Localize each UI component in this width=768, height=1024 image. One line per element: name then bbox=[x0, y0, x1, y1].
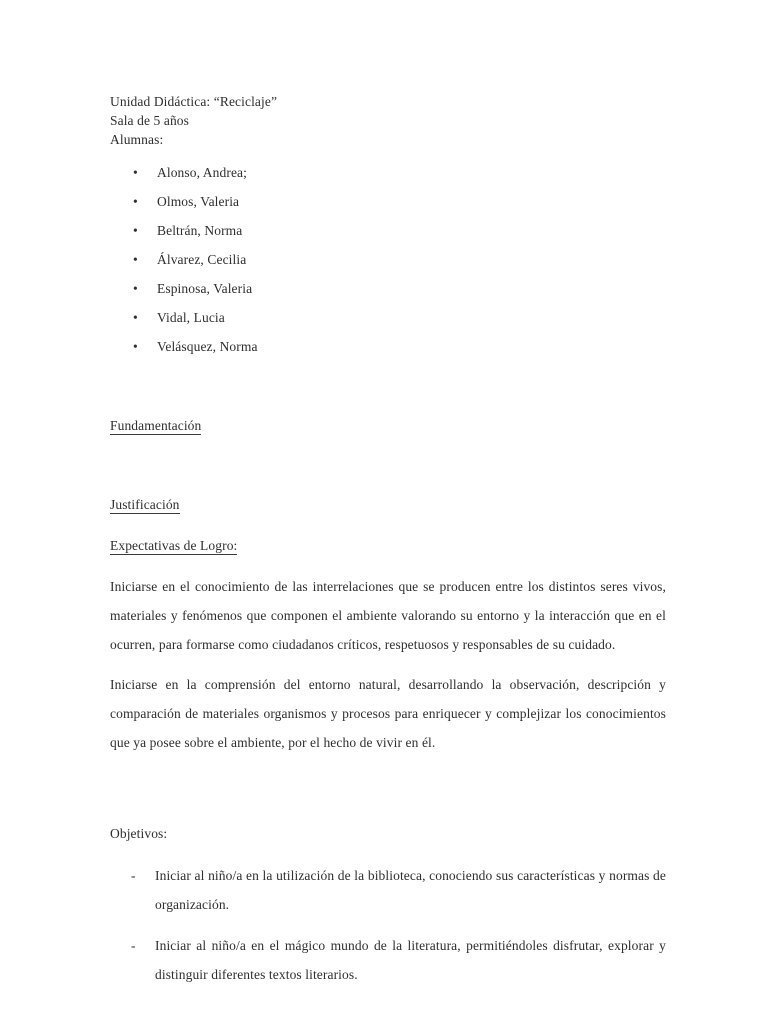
student-name: Espinosa, Valeria bbox=[157, 281, 253, 296]
spacer bbox=[110, 519, 665, 531]
section-heading-fundamentacion bbox=[110, 411, 665, 440]
objective-text: Iniciar al niño/a en el mágico mundo de la literatura, permitiéndoles disfrutar, explorar y distinguir diferentes textos literarios. bbox=[155, 938, 666, 982]
bullet-icon: • bbox=[133, 310, 138, 325]
section-heading-justificacion bbox=[110, 490, 665, 519]
student-name: Velásquez, Norma bbox=[157, 339, 258, 354]
bullet-icon: • bbox=[133, 281, 138, 296]
section-heading-label: Justificación bbox=[110, 497, 180, 512]
dash-icon: - bbox=[131, 938, 136, 953]
section-heading-objetivos: Objetivos: bbox=[110, 826, 168, 841]
list-item bbox=[110, 187, 665, 216]
student-name: Alonso, Andrea; bbox=[157, 165, 247, 180]
section-heading-label: Fundamentación bbox=[110, 418, 202, 433]
list-item bbox=[110, 303, 665, 332]
list-item bbox=[110, 245, 665, 274]
document-header bbox=[110, 92, 665, 149]
bullet-icon: • bbox=[133, 223, 138, 238]
section-heading-expectativas bbox=[110, 531, 665, 560]
objective-text: Iniciar al niño/a en la utilización de la biblioteca, conociendo sus características y normas de organización. bbox=[155, 868, 666, 912]
spacer bbox=[110, 757, 665, 819]
list-item bbox=[110, 216, 665, 245]
list-item bbox=[110, 861, 666, 919]
section-heading-label: Expectativas de Logro: bbox=[110, 538, 238, 553]
dash-icon: - bbox=[131, 868, 136, 883]
student-name: Vidal, Lucia bbox=[157, 310, 225, 325]
list-item bbox=[110, 274, 665, 303]
objective-list bbox=[110, 861, 665, 989]
spacer bbox=[110, 361, 665, 411]
student-name: Álvarez, Cecilia bbox=[157, 252, 247, 267]
spacer bbox=[110, 440, 665, 490]
header-title-line: Unidad Didáctica: “Reciclaje” bbox=[110, 94, 278, 109]
bullet-icon: • bbox=[133, 194, 138, 209]
header-classroom-line: Sala de 5 años bbox=[110, 113, 190, 128]
header-students-label: Alumnas: bbox=[110, 132, 164, 147]
body-paragraph: Iniciarse en el conocimiento de las interrelaciones que se producen entre los distintos seres vivos, materiales y fenómenos que componen el ambiente valorando su entorno y la interacción que en el ocurren, para formarse como ciudadanos críticos, respetuosos y responsables de su cuidado. bbox=[110, 579, 666, 652]
list-item bbox=[110, 158, 665, 187]
student-list bbox=[110, 158, 665, 361]
list-item bbox=[110, 332, 665, 361]
bullet-icon: • bbox=[133, 252, 138, 267]
student-name: Olmos, Valeria bbox=[157, 194, 240, 209]
spacer bbox=[110, 560, 665, 572]
list-item bbox=[110, 931, 666, 989]
bullet-icon: • bbox=[133, 339, 138, 354]
student-name: Beltrán, Norma bbox=[157, 223, 243, 238]
bullet-icon: • bbox=[133, 165, 138, 180]
body-paragraph: Iniciarse en la comprensión del entorno natural, desarrollando la observación, descripción y comparación de materiales organismos y procesos para enriquecer y complejizar los conocimientos que ya posee sobre el ambiente, por el hecho de vivir en él. bbox=[110, 677, 666, 750]
